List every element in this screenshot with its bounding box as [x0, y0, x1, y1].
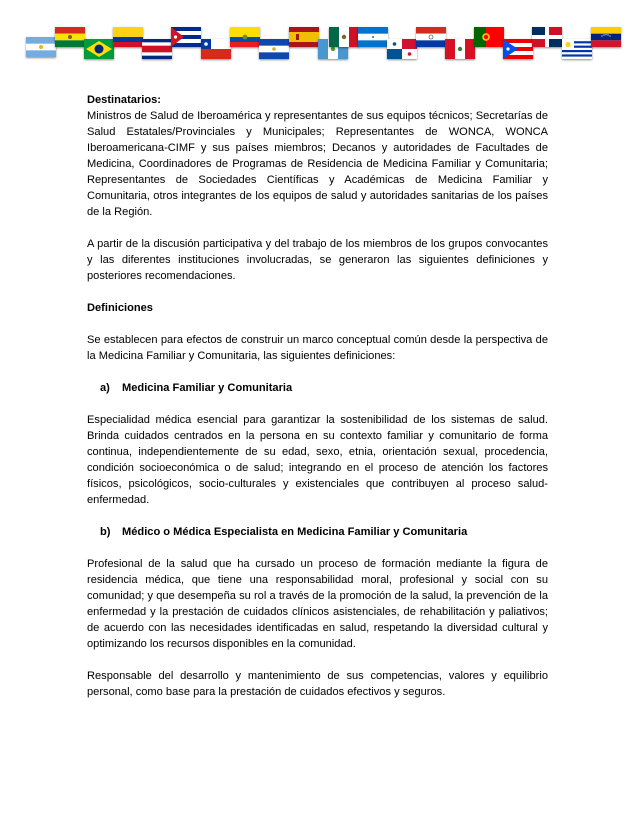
destinatarios-paragraph: Ministros de Salud de Iberoamérica y representantes de sus equipos técnicos; Secretarías de Salud Estatales/Provinciales y Municipales; Representantes de WONCA, WONCA Iberoamericana-CIMF y sus países miembros; Decanos y autoridades de Facultades de Medicina, Coordinadores de Programas de Residencia de Medicina Familiar y Comunitaria; Representantes de Sociedades Científicas y Académicas de Medicina Familiar y Comunitaria, otros integrantes de los equipos de salud y autoridades sanitarias de los países de la Región.: [87, 110, 548, 218]
flag-peru: [445, 39, 475, 59]
item-a-paragraph: Especialidad médica esencial para garantizar la sostenibilidad de los sistemas de salud. Brinda cuidados centrados en la persona en su contexto familiar y comunitario de forma continua, independientemente de su edad, sexo, etnia, orientación sexual, procedencia, condición socioeconómica o de salud; integrando en el proceso de atención los factores físicos, psicológicos, socio-culturales y existenciales que contribuyen al proceso salud-enfermedad.: [87, 414, 548, 506]
flag-chile: [201, 39, 231, 59]
flag-mexico: [329, 27, 359, 47]
item-b-paragraph-2: Responsable del desarrollo y mantenimiento de sus competencias, valores y equilibrio personal, como base para la prestación de cuidados efectivos y seguros.: [87, 670, 548, 698]
flag-venezuela: [591, 27, 621, 47]
flag-dominican-republic: [532, 27, 562, 47]
flag-colombia: [113, 27, 143, 47]
definiciones-paragraph: Se establecen para efectos de construir un marco conceptual común desde la perspectiva de la Medicina Familiar y Comunitaria, las siguientes definiciones:: [87, 334, 548, 362]
intro-paragraph: A partir de la discusión participativa y del trabajo de los miembros de los grupos convocantes y las diferentes instituciones involucradas, se generaron las siguientes definiciones y posteriores recomendaciones.: [87, 238, 548, 282]
flag-bolivia: [55, 27, 85, 47]
flag-el-salvador: [259, 39, 289, 59]
flag-panama: [387, 39, 417, 59]
flag-honduras: [358, 27, 388, 47]
flag-paraguay: [416, 27, 446, 47]
flag-cuba: [171, 27, 201, 47]
item-a-heading: [100, 380, 548, 396]
definiciones-heading: Definiciones: [87, 302, 153, 314]
flag-portugal: [474, 27, 504, 47]
item-b-paragraph-1: Profesional de la salud que ha cursado un proceso de formación mediante la figura de residencia médica, que tiene una responsabilidad moral, profesional y social con su comunidad; y que desempeña su rol a través de la promoción de la salud, la prevención de la enfermedad y la prestación de cuidados clínicos asistenciales, de rehabilitación y paliativos; de acuerdo con las necesidades identificadas en salud, respetando la diversidad cultural y optimizando los recursos disponibles en la comunidad.: [87, 558, 548, 650]
item-b-label: b): [100, 526, 111, 538]
flag-argentina: [26, 37, 56, 57]
destinatarios-heading: Destinatarios:: [87, 94, 161, 106]
item-b-title: Médico o Médica Especialista en Medicina Familiar y Comunitaria: [122, 526, 468, 538]
document-body: [87, 92, 548, 716]
flag-puerto-rico: [503, 39, 533, 59]
flags-banner: [0, 0, 638, 70]
flag-ecuador: [230, 27, 260, 47]
item-a-label: a): [100, 382, 110, 394]
flag-brazil: [84, 39, 114, 59]
flag-spain: [289, 27, 319, 47]
flag-costa-rica: [142, 39, 172, 59]
item-b-heading: [100, 524, 548, 540]
item-a-title: Medicina Familiar y Comunitaria: [122, 382, 293, 394]
flag-uruguay: [562, 39, 592, 59]
